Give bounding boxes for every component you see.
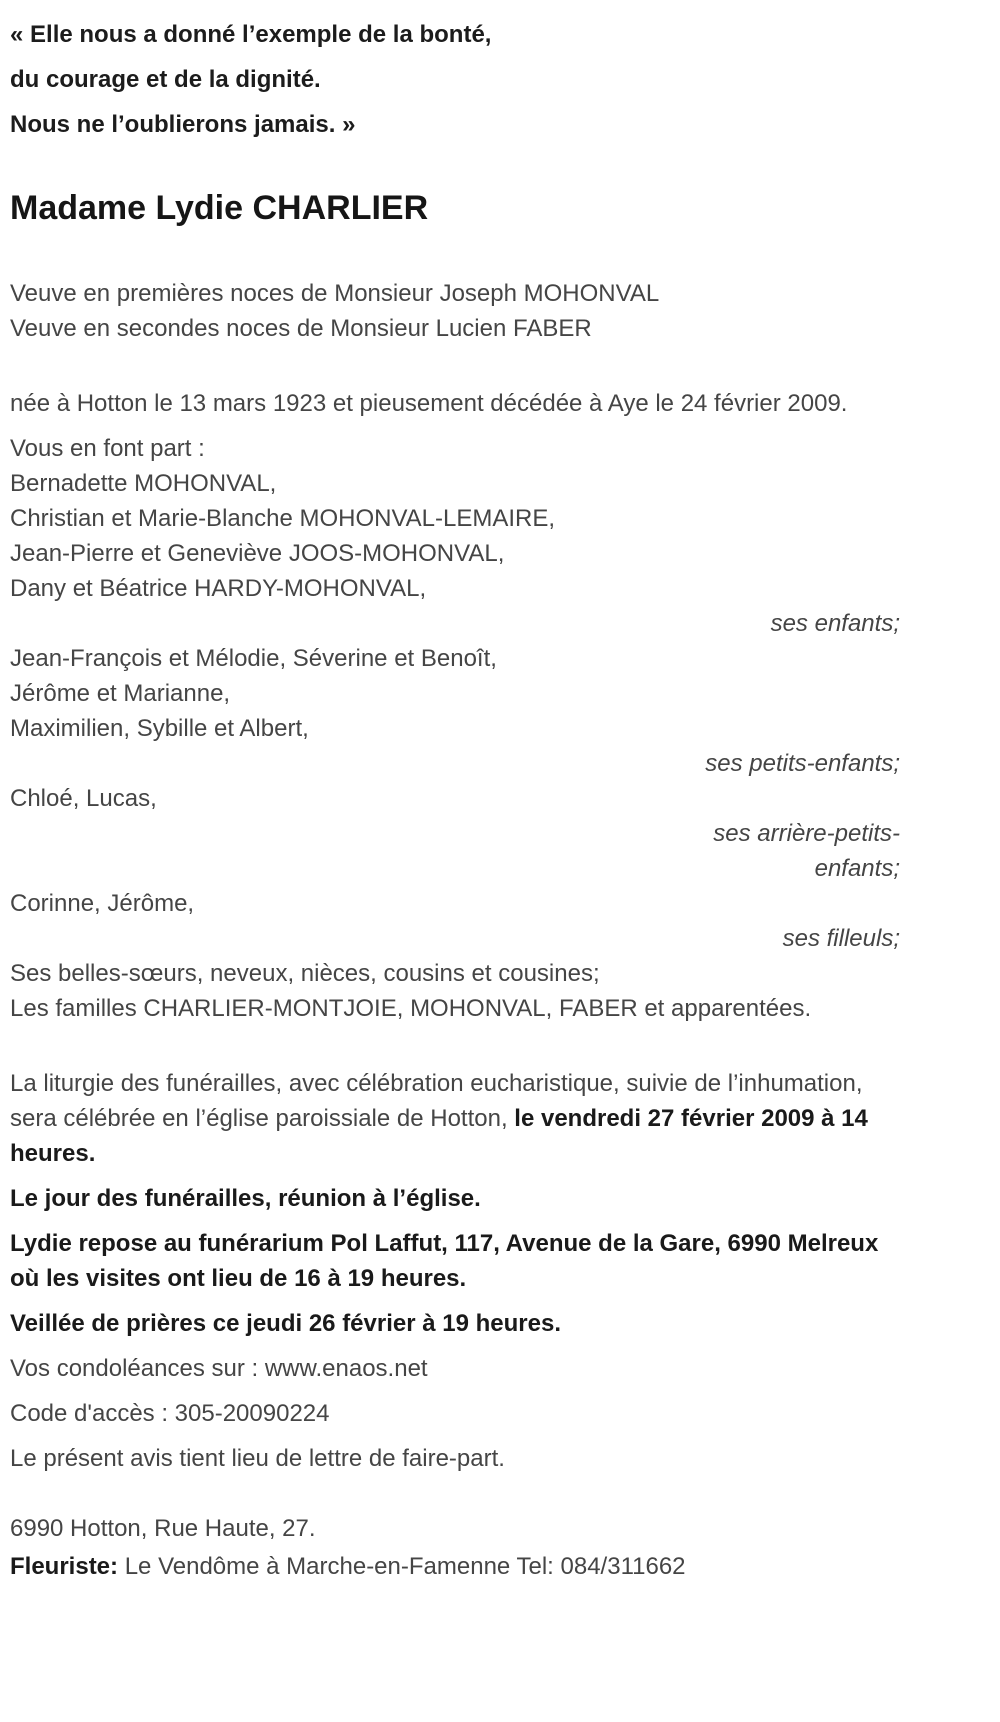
grandchildren-list — [10, 641, 900, 781]
family-member-line: Dany et Béatrice HARDY-MOHONVAL, — [10, 575, 427, 603]
quote-line: « Elle nous a donné l’exemple de la bonté, — [10, 21, 492, 48]
condolences-line — [10, 1351, 900, 1386]
memorial-quote — [10, 12, 900, 147]
family-member-line: Ses belles-sœurs, neveux, nièces, cousins et cousines; — [10, 960, 600, 988]
funeral-liturgy-text: La liturgie des funérailles, avec célébration eucharistique, suivie de l’inhumation, sera célébrée en l’église paroissiale de Hotton, — [10, 1070, 863, 1133]
funeral-liturgy — [10, 1066, 900, 1171]
funeral-reunion: Le jour des funérailles, réunion à l’église. — [10, 1185, 481, 1213]
family-member-line: Jérôme et Marianne, — [10, 680, 231, 708]
quote-line: du courage et de la dignité. — [10, 66, 321, 93]
great-grandchildren-list — [10, 781, 900, 886]
other-relatives — [10, 956, 900, 1026]
relation-label-grandchildren: ses petits-enfants; — [705, 750, 900, 778]
family-member-line: Chloé, Lucas, — [10, 785, 157, 813]
marriages-block — [10, 276, 900, 346]
access-code: Code d'accès : 305-20090224 — [10, 1400, 330, 1428]
condolences-text: Vos condoléances sur : — [10, 1355, 265, 1383]
life-dates: née à Hotton le 13 mars 1923 et pieusement décédée à Aye le 24 février 2009. — [10, 390, 848, 418]
florist-line — [10, 1549, 900, 1584]
family-intro: Vous en font part : — [10, 435, 205, 463]
family-member-line: Maximilien, Sybille et Albert, — [10, 715, 309, 743]
quote-line: Nous ne l’oublierons jamais. » — [10, 111, 356, 138]
family-member-line: Jean-Pierre et Geneviève JOOS-MOHONVAL, — [10, 540, 505, 568]
home-address: 6990 Hotton, Rue Haute, 27. — [10, 1515, 316, 1543]
faire-part-note: Le présent avis tient lieu de lettre de faire-part. — [10, 1445, 505, 1473]
funerarium-info: Lydie repose au funérarium Pol Laffut, 117, Avenue de la Gare, 6990 Melreux où les visites ont lieu de 16 à 19 heures. — [10, 1230, 879, 1293]
florist-text: Le Vendôme à Marche-en-Famenne Tel: 084/311662 — [118, 1553, 686, 1581]
family-member-line: Bernadette MOHONVAL, — [10, 470, 277, 498]
florist-label: Fleuriste: — [10, 1553, 119, 1581]
family-member-line: Corinne, Jérôme, — [10, 890, 195, 918]
family-member-line: Christian et Marie-Blanche MOHONVAL-LEMAIRE, — [10, 505, 556, 533]
godchildren-list — [10, 886, 900, 956]
children-list — [10, 466, 900, 641]
relation-label-great-grandchildren: ses arrière-petits-enfants; — [713, 820, 900, 883]
deceased-name: Madame Lydie CHARLIER — [10, 189, 429, 227]
prayer-vigil: Veillée de prières ce jeudi 26 février à 19 heures. — [10, 1310, 561, 1338]
marriage-line: Veuve en premières noces de Monsieur Joseph MOHONVAL — [10, 280, 660, 308]
family-member-line: Les familles CHARLIER-MONTJOIE, MOHONVAL, FABER et apparentées. — [10, 995, 812, 1023]
funeral-liturgy-datetime: le vendredi 27 février 2009 à 14 heures. — [10, 1105, 868, 1168]
marriage-line: Veuve en secondes noces de Monsieur Lucien FABER — [10, 315, 592, 343]
family-member-line: Jean-François et Mélodie, Séverine et Benoît, — [10, 645, 497, 673]
relation-label-godchildren: ses filleuls; — [782, 925, 900, 953]
relation-label-children: ses enfants; — [770, 610, 900, 638]
enaos-url: www.enaos.net — [264, 1355, 428, 1383]
